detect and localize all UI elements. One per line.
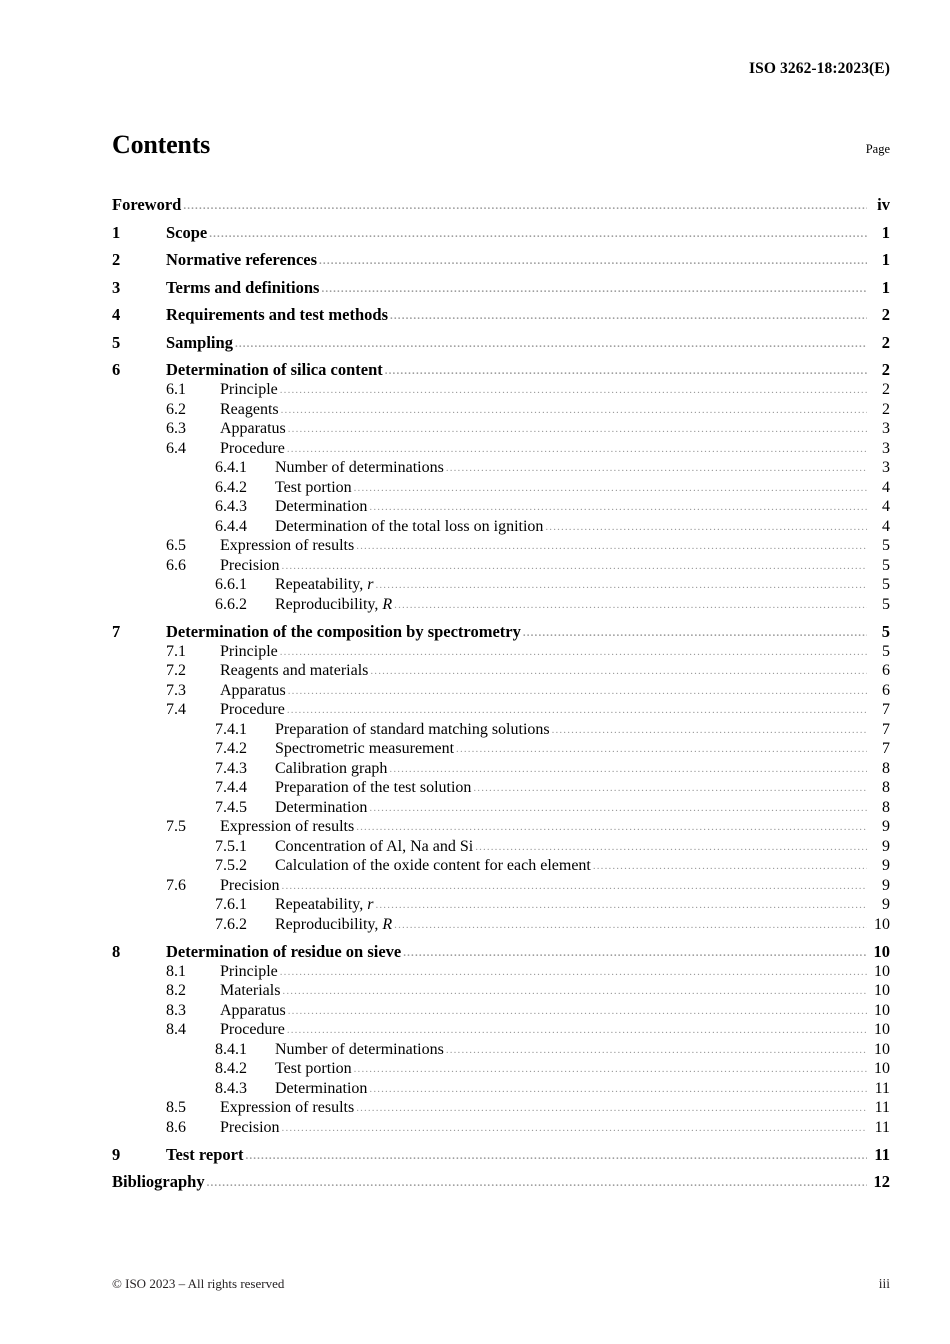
- dot-leader: [354, 1064, 867, 1075]
- toc-entry-page-number: 7: [882, 740, 890, 757]
- toc-entry-label: Test portion: [275, 1060, 352, 1077]
- toc-entry[interactable]: [112, 441, 890, 457]
- toc-entry[interactable]: [112, 941, 890, 961]
- toc-entry-page-number: 6: [882, 681, 890, 699]
- toc-entry-page-number: 1: [881, 277, 890, 297]
- toc-entry-number: 7.4.1: [215, 720, 247, 738]
- toc-entry-number: 8.6: [166, 1118, 186, 1136]
- toc-entry-number: 6: [112, 360, 121, 379]
- toc-entry-page-number: 4: [882, 498, 890, 515]
- toc-entry-label: [275, 897, 374, 913]
- toc-entry-label: Bibliography: [112, 1172, 205, 1191]
- toc-entry-label: Principle: [220, 642, 278, 660]
- toc-entry-page-number: 10: [874, 982, 890, 999]
- dot-leader: [287, 705, 867, 716]
- document-header-standard-reference: ISO 3262-18:2023(E): [749, 60, 890, 77]
- dot-leader: [390, 311, 867, 322]
- toc-entry-label-text: Reproducibility,: [275, 595, 383, 613]
- toc-entry-label: Apparatus: [220, 681, 286, 699]
- toc-entry-page-number: 1: [881, 222, 890, 242]
- copyright-notice: © ISO 2023 – All rights reserved: [112, 1276, 285, 1291]
- toc-entry-label: Requirements and test methods: [166, 305, 388, 324]
- toc-entry-number: 7.4: [166, 701, 186, 718]
- dot-leader: [288, 1006, 867, 1017]
- toc-entry-page-number: iv: [877, 195, 890, 214]
- toc-entry-page-number: 9: [882, 818, 890, 835]
- dot-leader: [545, 522, 867, 533]
- toc-entry[interactable]: [112, 499, 890, 515]
- toc-entry-label: Determination of the composition by spectrometry: [166, 621, 521, 641]
- toc-entry-page-number: 10: [874, 1001, 890, 1019]
- toc-entry-label: Reagents: [220, 400, 279, 418]
- toc-entry-label: Spectrometric measurement: [275, 740, 455, 757]
- toc-entry[interactable]: [112, 197, 890, 214]
- toc-entry[interactable]: [112, 780, 890, 796]
- toc-entry-page-number: 2: [881, 360, 890, 379]
- toc-entry-label: Principle: [220, 962, 278, 980]
- dot-leader: [370, 666, 867, 677]
- toc-entry-label: Principle: [220, 381, 278, 398]
- toc-entry-label: Precision: [220, 876, 280, 894]
- toc-entry[interactable]: [112, 983, 890, 999]
- toc-entry-label: [275, 917, 392, 933]
- toc-entry-label: Procedure: [220, 701, 285, 718]
- toc-entry-number: 8.4.1: [215, 1040, 247, 1058]
- toc-entry-label: Determination of silica content: [166, 360, 383, 379]
- toc-entry[interactable]: [112, 1174, 890, 1191]
- toc-entry-page-number: 11: [874, 1144, 890, 1164]
- toc-entry-page-number: 3: [882, 420, 890, 437]
- toc-entry-number: 8.4: [166, 1021, 186, 1038]
- toc-entry[interactable]: [112, 1061, 890, 1077]
- toc-entry-label: Expression of results: [220, 818, 355, 835]
- toc-entry-page-number: 2: [882, 400, 890, 418]
- toc-entry[interactable]: [112, 382, 890, 398]
- toc-entry-label: Determination: [275, 1079, 368, 1097]
- toc-entry-page-number: 10: [874, 915, 890, 933]
- toc-entry-page-number: 5: [881, 621, 890, 641]
- toc-entry-number: 6.6.1: [215, 576, 247, 593]
- toc-entry-label: Preparation of standard matching solutions: [275, 720, 550, 738]
- toc-entry-label: Apparatus: [220, 420, 286, 437]
- toc-entry-label: Terms and definitions: [166, 277, 320, 297]
- toc-entry-number: 7.4.3: [215, 759, 247, 777]
- toc-entry[interactable]: [112, 722, 890, 738]
- dot-leader: [245, 1151, 867, 1162]
- toc-entry-label: Concentration of Al, Na and Si: [275, 837, 474, 855]
- toc-entry[interactable]: [112, 897, 890, 913]
- dot-leader: [282, 881, 867, 892]
- toc-entry-number: 8: [112, 941, 121, 961]
- toc-entry-number: 7.1: [166, 642, 186, 660]
- toc-entry-number: 7.5: [166, 818, 186, 835]
- toc-entry-label: [275, 597, 392, 613]
- toc-entry-label-text: Repeatability,: [275, 576, 368, 593]
- toc-entry[interactable]: [112, 1042, 890, 1058]
- toc-entry-page-number: 10: [874, 1060, 890, 1077]
- page-column-label: Page: [865, 142, 890, 156]
- dot-leader: [282, 986, 867, 997]
- dot-leader: [389, 764, 867, 775]
- toc-entry-label: [275, 577, 374, 593]
- toc-entry-number: 7.4.5: [215, 798, 247, 816]
- dot-leader: [356, 1103, 867, 1114]
- toc-entry-label: Test report: [166, 1144, 244, 1164]
- toc-entry-page-number: 10: [874, 1040, 890, 1058]
- toc-entry[interactable]: [112, 683, 890, 699]
- toc-entry-page-number: 9: [882, 857, 890, 874]
- toc-entry[interactable]: [112, 277, 890, 297]
- dot-leader: [319, 256, 867, 267]
- dot-leader: [394, 920, 867, 931]
- toc-entry[interactable]: [112, 421, 890, 437]
- toc-entry-page-number: 11: [874, 1079, 890, 1097]
- toc-entry-number: 8.5: [166, 1099, 186, 1116]
- toc-entry[interactable]: [112, 1100, 890, 1116]
- toc-entry-number: 6.1: [166, 381, 186, 398]
- page-title: Contents: [112, 130, 211, 159]
- toc-entry-number: 9: [112, 1144, 121, 1164]
- dot-leader: [394, 600, 867, 611]
- toc-entry-number: 5: [112, 332, 121, 352]
- toc-entry[interactable]: [112, 839, 890, 855]
- dot-leader: [280, 385, 867, 396]
- toc-entry-label-symbol: R: [382, 595, 393, 613]
- toc-entry[interactable]: [112, 1022, 890, 1038]
- dot-leader: [552, 725, 867, 736]
- contents-header: [112, 130, 890, 160]
- document-footer: [112, 1276, 890, 1292]
- toc-entry[interactable]: [112, 222, 890, 242]
- dot-leader: [369, 1084, 867, 1095]
- dot-leader: [281, 405, 867, 416]
- dot-leader: [288, 686, 867, 697]
- dot-leader: [473, 783, 867, 794]
- toc-entry[interactable]: [112, 307, 890, 324]
- toc-entry-page-number: 11: [874, 1118, 890, 1136]
- toc-entry-page-number: 5: [882, 556, 890, 574]
- toc-entry-number: 6.2: [166, 400, 186, 418]
- toc-entry-label-symbol: r: [367, 576, 374, 593]
- dot-leader: [356, 541, 867, 552]
- dot-leader: [235, 339, 867, 350]
- toc-entry-label: Materials: [220, 982, 281, 999]
- toc-entry-label: Procedure: [220, 439, 285, 457]
- toc-entry[interactable]: [112, 644, 890, 660]
- toc-entry-page-number: 12: [873, 1172, 890, 1191]
- toc-entry-label: Expression of results: [220, 537, 355, 554]
- toc-entry[interactable]: [112, 597, 890, 613]
- toc-entry-page-number: 8: [882, 798, 890, 816]
- toc-entry[interactable]: [112, 332, 890, 352]
- toc-entry-page-number: 5: [882, 642, 890, 660]
- toc-entry-page-number: 7: [882, 701, 890, 718]
- toc-entry-number: 8.3: [166, 1001, 186, 1019]
- toc-entry-page-number: 5: [882, 595, 890, 613]
- toc-entry-number: 7.6.2: [215, 915, 247, 933]
- toc-entry-number: 8.1: [166, 962, 186, 980]
- toc-entry-page-number: 3: [882, 439, 890, 457]
- toc-entry-page-number: 5: [882, 537, 890, 554]
- toc-entry-number: 8.2: [166, 982, 186, 999]
- toc-entry-label: Scope: [166, 222, 208, 242]
- toc-entry[interactable]: [112, 1120, 890, 1136]
- toc-entry-number: 2: [112, 250, 121, 269]
- toc-entry-number: 1: [112, 222, 121, 242]
- toc-entry-page-number: 10: [874, 962, 890, 980]
- dot-leader: [369, 502, 867, 513]
- toc-entry-label: Determination of the total loss on ignition: [275, 517, 544, 535]
- toc-entry-label-symbol: r: [367, 896, 374, 913]
- toc-entry-label: Expression of results: [220, 1099, 355, 1116]
- toc-entry-number: 6.4.3: [215, 498, 247, 515]
- toc-entry[interactable]: [112, 1144, 890, 1164]
- toc-entry-label: Number of determinations: [275, 1040, 444, 1058]
- toc-entry[interactable]: [112, 480, 890, 496]
- table-of-contents-list: [112, 186, 890, 1191]
- dot-leader: [385, 366, 867, 377]
- dot-leader: [376, 900, 868, 911]
- toc-entry[interactable]: [112, 402, 890, 418]
- toc-entry-label: Determination: [275, 798, 368, 816]
- toc-entry-page-number: 2: [882, 381, 890, 398]
- toc-entry-label-symbol: R: [382, 915, 393, 933]
- toc-entry-number: 6.6.2: [215, 595, 247, 613]
- dot-leader: [456, 744, 867, 755]
- toc-entry-page-number: 2: [881, 332, 890, 352]
- toc-entry-number: 8.4.2: [215, 1060, 247, 1077]
- toc-entry[interactable]: [112, 519, 890, 535]
- dot-leader: [280, 967, 867, 978]
- footer-page-number: iii: [878, 1276, 890, 1291]
- toc-entry[interactable]: [112, 577, 890, 593]
- toc-entry-page-number: 3: [882, 459, 890, 476]
- toc-entry[interactable]: [112, 878, 890, 894]
- toc-entry-label: Test portion: [275, 478, 352, 496]
- dot-leader: [288, 424, 867, 435]
- toc-entry-page-number: 10: [874, 1021, 890, 1038]
- dot-leader: [183, 201, 867, 212]
- toc-entry-page-number: 9: [882, 896, 890, 913]
- toc-entry-number: 7.2: [166, 662, 186, 679]
- toc-entry[interactable]: [112, 858, 890, 874]
- dot-leader: [287, 444, 867, 455]
- toc-entry-number: 7.5.2: [215, 857, 247, 874]
- toc-entry[interactable]: [112, 621, 890, 641]
- dot-leader: [282, 561, 867, 572]
- dot-leader: [376, 580, 868, 591]
- toc-entry[interactable]: [112, 964, 890, 980]
- toc-entry[interactable]: [112, 702, 890, 718]
- toc-entry-page-number: 1: [881, 250, 890, 269]
- dot-leader: [403, 948, 867, 959]
- dot-leader: [209, 229, 867, 240]
- toc-entry[interactable]: [112, 362, 890, 379]
- toc-entry-label: Precision: [220, 556, 280, 574]
- toc-entry-page-number: 9: [882, 876, 890, 894]
- dot-leader: [369, 803, 867, 814]
- toc-entry-label: Foreword: [112, 195, 182, 214]
- toc-entry-number: 7: [112, 621, 121, 641]
- toc-entry-label: Sampling: [166, 332, 233, 352]
- toc-entry-label: Calibration graph: [275, 759, 388, 777]
- toc-entry-page-number: 5: [882, 576, 890, 593]
- toc-entry-number: 7.5.1: [215, 837, 247, 855]
- toc-entry-number: 7.4.2: [215, 740, 247, 757]
- toc-entry-label: Number of determinations: [275, 459, 444, 476]
- toc-entry-number: 4: [112, 305, 121, 324]
- dot-leader: [354, 483, 867, 494]
- toc-entry[interactable]: [112, 460, 890, 476]
- toc-entry[interactable]: [112, 819, 890, 835]
- toc-entry-number: 6.4.4: [215, 517, 247, 535]
- dot-leader: [593, 861, 867, 872]
- toc-entry[interactable]: [112, 800, 890, 816]
- toc-entry-number: 6.6: [166, 556, 186, 574]
- toc-entry-page-number: 4: [882, 478, 890, 496]
- toc-entry-page-number: 11: [874, 1099, 890, 1116]
- toc-entry-number: 6.4: [166, 439, 186, 457]
- dot-leader: [280, 647, 867, 658]
- toc-entry-number: 7.4.4: [215, 779, 247, 796]
- toc-entry-label: Reagents and materials: [220, 662, 369, 679]
- toc-entry-label: Determination: [275, 498, 368, 515]
- toc-entry-number: 3: [112, 277, 121, 297]
- toc-entry-label: Preparation of the test solution: [275, 779, 472, 796]
- toc-entry-label: Apparatus: [220, 1001, 286, 1019]
- toc-entry-page-number: 6: [882, 662, 890, 679]
- dot-leader: [282, 1123, 867, 1134]
- toc-entry[interactable]: [112, 558, 890, 574]
- toc-entry[interactable]: [112, 663, 890, 679]
- toc-entry-label-text: Repeatability,: [275, 896, 368, 913]
- toc-entry-label: Procedure: [220, 1021, 285, 1038]
- toc-entry-page-number: 7: [882, 720, 890, 738]
- toc-entry-page-number: 4: [882, 517, 890, 535]
- toc-entry-page-number: 9: [882, 837, 890, 855]
- toc-entry-page-number: 2: [881, 305, 890, 324]
- toc-entry-number: 7.6.1: [215, 896, 247, 913]
- toc-entry-number: 7.6: [166, 876, 186, 894]
- toc-entry-number: 6.5: [166, 537, 186, 554]
- dot-leader: [475, 842, 867, 853]
- dot-leader: [321, 284, 867, 295]
- toc-entry-label: Determination of residue on sieve: [166, 941, 402, 961]
- dot-leader: [446, 1045, 867, 1056]
- toc-entry-number: 6.3: [166, 420, 186, 437]
- dot-leader: [523, 628, 867, 639]
- dot-leader: [207, 1178, 867, 1189]
- dot-leader: [287, 1025, 867, 1036]
- toc-entry-page-number: 8: [882, 759, 890, 777]
- toc-entry-label: Calculation of the oxide content for each element: [275, 857, 591, 874]
- toc-entry-page-number: 8: [882, 779, 890, 796]
- toc-entry[interactable]: [112, 538, 890, 554]
- toc-entry-number: 6.4.2: [215, 478, 247, 496]
- toc-entry[interactable]: [112, 1003, 890, 1019]
- toc-entry[interactable]: [112, 761, 890, 777]
- toc-entry[interactable]: [112, 741, 890, 757]
- toc-entry[interactable]: [112, 1081, 890, 1097]
- toc-entry-label: Normative references: [166, 250, 318, 269]
- dot-leader: [356, 822, 867, 833]
- dot-leader: [446, 463, 867, 474]
- toc-entry[interactable]: [112, 917, 890, 933]
- toc-entry-label: Precision: [220, 1118, 280, 1136]
- toc-entry-number: 7.3: [166, 681, 186, 699]
- toc-entry-page-number: 10: [873, 941, 890, 961]
- toc-entry-number: 6.4.1: [215, 459, 247, 476]
- toc-entry-label-text: Reproducibility,: [275, 915, 383, 933]
- toc-entry-number: 8.4.3: [215, 1079, 247, 1097]
- toc-entry[interactable]: [112, 252, 890, 269]
